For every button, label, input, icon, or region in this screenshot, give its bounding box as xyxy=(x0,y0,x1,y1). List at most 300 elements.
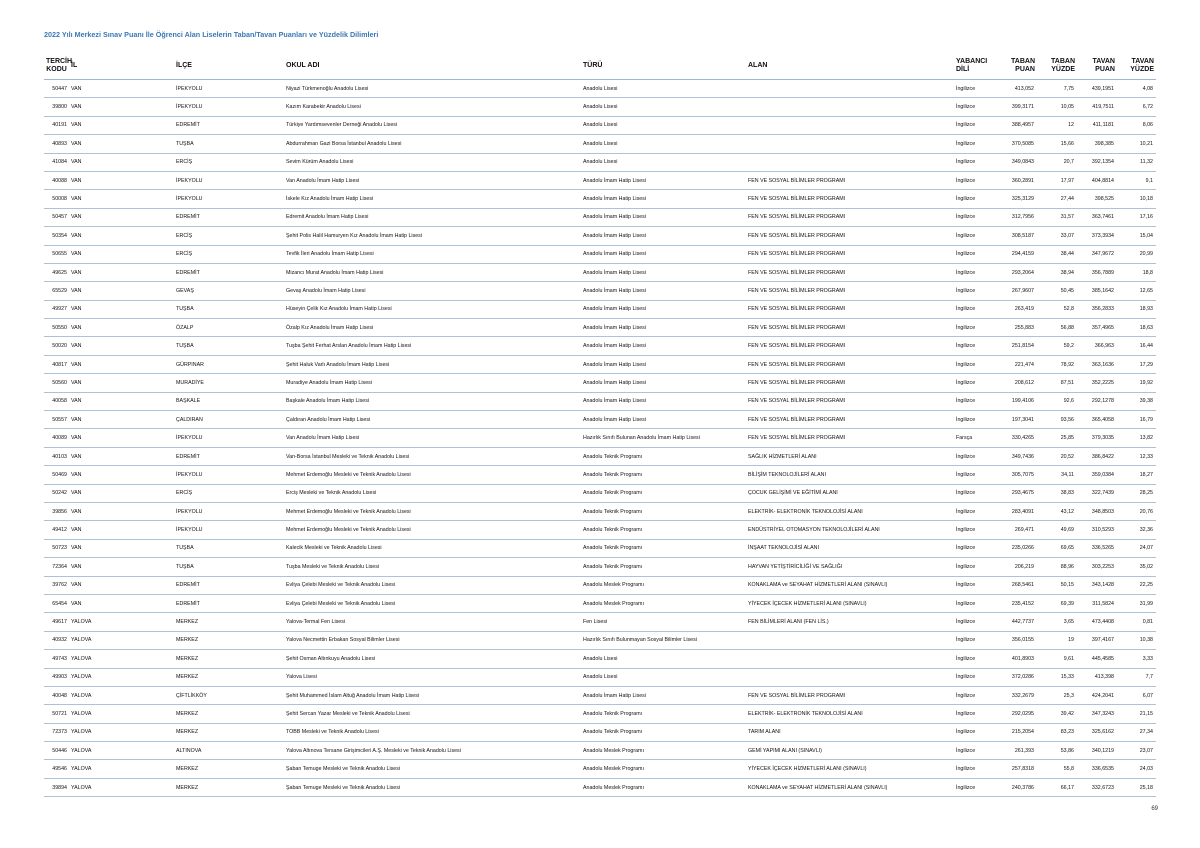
cell-type: Anadolu İmam Hatip Lisesi xyxy=(581,300,746,318)
cell-max-score: 366,963 xyxy=(1077,337,1117,355)
cell-code: 40103 xyxy=(44,447,69,465)
table-row xyxy=(44,558,1156,576)
header-language: YABANCI DİLİ xyxy=(954,53,997,80)
cell-max-score: 363,1636 xyxy=(1077,355,1117,373)
cell-language: İngilizce xyxy=(954,208,997,226)
cell-city: VAN xyxy=(69,337,174,355)
cell-max-pct: 9,1 xyxy=(1117,171,1156,189)
cell-language: İngilizce xyxy=(954,742,997,760)
table-row xyxy=(44,263,1156,281)
header-type: TÜRÜ xyxy=(581,53,746,80)
cell-max-pct: 10,38 xyxy=(1117,631,1156,649)
cell-max-pct: 16,79 xyxy=(1117,411,1156,429)
cell-type: Anadolu İmam Hatip Lisesi xyxy=(581,227,746,245)
cell-min-score: 206,219 xyxy=(997,558,1037,576)
table-row xyxy=(44,594,1156,612)
cell-max-score: 419,7511 xyxy=(1077,98,1117,116)
cell-type: Anadolu Meslek Programı xyxy=(581,594,746,612)
cell-city: VAN xyxy=(69,392,174,410)
header-district: İLÇE xyxy=(174,53,284,80)
table-row xyxy=(44,447,1156,465)
cell-max-pct: 24,07 xyxy=(1117,539,1156,557)
table-row xyxy=(44,319,1156,337)
cell-language: Farsça xyxy=(954,429,997,447)
cell-type: Hazırlık Sınıfı Bulunan Anadolu İmam Hatip Lisesi xyxy=(581,429,746,447)
cell-language: İngilizce xyxy=(954,245,997,263)
cell-school: Edremit Anadolu İmam Hatip Lisesi xyxy=(284,208,581,226)
cell-language: İngilizce xyxy=(954,539,997,557)
cell-district: ALTINOVA xyxy=(174,742,284,760)
cell-district: MERKEZ xyxy=(174,760,284,778)
cell-school: TOBB Mesleki ve Teknik Anadolu Lisesi xyxy=(284,723,581,741)
cell-max-pct: 12,65 xyxy=(1117,282,1156,300)
cell-min-score: 292,0295 xyxy=(997,705,1037,723)
cell-district: EDREMİT xyxy=(174,576,284,594)
cell-district: GEVAŞ xyxy=(174,282,284,300)
cell-min-pct: 33,07 xyxy=(1037,227,1077,245)
cell-max-score: 348,8503 xyxy=(1077,502,1117,520)
cell-code: 40191 xyxy=(44,116,69,134)
cell-min-pct: 20,7 xyxy=(1037,153,1077,171)
cell-field: BİLİŞİM TEKNOLOJİLERİ ALANI xyxy=(746,466,954,484)
cell-max-pct: 18,63 xyxy=(1117,319,1156,337)
cell-min-pct: 50,45 xyxy=(1037,282,1077,300)
cell-max-pct: 15,04 xyxy=(1117,227,1156,245)
cell-min-score: 399,3171 xyxy=(997,98,1037,116)
cell-district: TUŞBA xyxy=(174,300,284,318)
cell-field: FEN VE SOSYAL BİLİMLER PROGRAMI xyxy=(746,411,954,429)
table-row xyxy=(44,98,1156,116)
school-scores-table xyxy=(44,53,1156,797)
cell-type: Anadolu İmam Hatip Lisesi xyxy=(581,282,746,300)
cell-max-score: 473,4408 xyxy=(1077,613,1117,631)
cell-field xyxy=(746,631,954,649)
cell-min-score: 257,8318 xyxy=(997,760,1037,778)
cell-field xyxy=(746,650,954,668)
cell-min-pct: 12 xyxy=(1037,116,1077,134)
cell-language: İngilizce xyxy=(954,521,997,539)
table-row xyxy=(44,539,1156,557)
cell-max-score: 439,1951 xyxy=(1077,80,1117,98)
cell-code: 72373 xyxy=(44,723,69,741)
cell-language: İngilizce xyxy=(954,263,997,281)
cell-min-score: 356,0155 xyxy=(997,631,1037,649)
cell-max-score: 356,2833 xyxy=(1077,300,1117,318)
cell-min-pct: 52,8 xyxy=(1037,300,1077,318)
cell-min-score: 269,471 xyxy=(997,521,1037,539)
cell-district: TUŞBA xyxy=(174,539,284,557)
cell-type: Anadolu Lisesi xyxy=(581,135,746,153)
cell-city: VAN xyxy=(69,502,174,520)
cell-school: İskele Kız Anadolu İmam Hatip Lisesi xyxy=(284,190,581,208)
cell-code: 50457 xyxy=(44,208,69,226)
cell-code: 50020 xyxy=(44,337,69,355)
cell-min-score: 308,5187 xyxy=(997,227,1037,245)
table-row xyxy=(44,153,1156,171)
cell-field: FEN VE SOSYAL BİLİMLER PROGRAMI xyxy=(746,171,954,189)
cell-field: HAYVAN YETİŞTİRİCİLİĞİ VE SAĞLIĞI xyxy=(746,558,954,576)
cell-min-pct: 20,52 xyxy=(1037,447,1077,465)
cell-field: ELEKTRİK- ELEKTRONİK TEKNOLOJİSİ ALANI xyxy=(746,502,954,520)
cell-city: VAN xyxy=(69,374,174,392)
cell-school: Başkale Anadolu İmam Hatip Lisesi xyxy=(284,392,581,410)
cell-type: Anadolu Meslek Programı xyxy=(581,742,746,760)
cell-max-pct: 17,16 xyxy=(1117,208,1156,226)
cell-max-pct: 12,33 xyxy=(1117,447,1156,465)
cell-max-pct: 8,06 xyxy=(1117,116,1156,134)
cell-school: Van-Borsa İstanbul Mesleki ve Teknik Anadolu Lisesi xyxy=(284,447,581,465)
cell-max-score: 411,1181 xyxy=(1077,116,1117,134)
cell-language: İngilizce xyxy=(954,484,997,502)
cell-type: Anadolu Teknik Programı xyxy=(581,484,746,502)
header-code: TERCİH KODU xyxy=(44,53,69,80)
cell-type: Anadolu İmam Hatip Lisesi xyxy=(581,190,746,208)
cell-min-score: 263,419 xyxy=(997,300,1037,318)
table-row xyxy=(44,686,1156,704)
cell-language: İngilizce xyxy=(954,411,997,429)
cell-city: VAN xyxy=(69,282,174,300)
cell-min-pct: 49,69 xyxy=(1037,521,1077,539)
cell-code: 65454 xyxy=(44,594,69,612)
cell-max-score: 343,1428 xyxy=(1077,576,1117,594)
cell-language: İngilizce xyxy=(954,153,997,171)
cell-field: FEN VE SOSYAL BİLİMLER PROGRAMI xyxy=(746,227,954,245)
cell-max-score: 413,398 xyxy=(1077,668,1117,686)
table-row xyxy=(44,374,1156,392)
cell-max-pct: 10,21 xyxy=(1117,135,1156,153)
cell-school: Gevaş Anadolu İmam Hatip Lisesi xyxy=(284,282,581,300)
cell-code: 40089 xyxy=(44,429,69,447)
cell-district: GÜRPINAR xyxy=(174,355,284,373)
cell-min-score: 401,8903 xyxy=(997,650,1037,668)
cell-code: 40088 xyxy=(44,171,69,189)
cell-school: Mehmet Erdemoğlu Mesleki ve Teknik Anadolu Lisesi xyxy=(284,521,581,539)
cell-type: Anadolu Meslek Programı xyxy=(581,576,746,594)
cell-max-pct: 4,08 xyxy=(1117,80,1156,98)
cell-min-pct: 93,56 xyxy=(1037,411,1077,429)
cell-language: İngilizce xyxy=(954,80,997,98)
cell-max-pct: 0,81 xyxy=(1117,613,1156,631)
cell-school: Yalova Altınova Tersane Girişimcileri A.Ş. Mesleki ve Teknik Anadolu Lisesi xyxy=(284,742,581,760)
cell-min-score: 413,052 xyxy=(997,80,1037,98)
cell-field: ENDÜSTRİYEL OTOMASYON TEKNOLOJİLERİ ALANI xyxy=(746,521,954,539)
cell-min-pct: 59,2 xyxy=(1037,337,1077,355)
cell-district: İPEKYOLU xyxy=(174,521,284,539)
cell-code: 50446 xyxy=(44,742,69,760)
cell-city: VAN xyxy=(69,171,174,189)
table-row xyxy=(44,392,1156,410)
cell-language: İngilizce xyxy=(954,778,997,796)
cell-code: 39762 xyxy=(44,576,69,594)
cell-code: 39856 xyxy=(44,502,69,520)
cell-field xyxy=(746,153,954,171)
cell-field: FEN VE SOSYAL BİLİMLER PROGRAMI xyxy=(746,429,954,447)
cell-district: TUŞBA xyxy=(174,558,284,576)
cell-city: YALOVA xyxy=(69,705,174,723)
cell-max-score: 340,1219 xyxy=(1077,742,1117,760)
cell-type: Anadolu İmam Hatip Lisesi xyxy=(581,686,746,704)
cell-type: Anadolu Teknik Programı xyxy=(581,723,746,741)
cell-field: KONAKLAMA ve SEYAHAT HİZMETLERİ ALANI (SINAVLI) xyxy=(746,778,954,796)
cell-min-score: 267,9607 xyxy=(997,282,1037,300)
cell-min-score: 370,5085 xyxy=(997,135,1037,153)
table-body xyxy=(44,80,1156,797)
cell-max-pct: 20,76 xyxy=(1117,502,1156,520)
cell-min-score: 330,4265 xyxy=(997,429,1037,447)
cell-district: ÖZALP xyxy=(174,319,284,337)
table-row xyxy=(44,116,1156,134)
cell-school: Van Anadolu İmam Hatip Lisesi xyxy=(284,429,581,447)
cell-code: 50655 xyxy=(44,245,69,263)
cell-max-pct: 21,15 xyxy=(1117,705,1156,723)
cell-min-score: 221,474 xyxy=(997,355,1037,373)
cell-school: Muradiye Anadolu İmam Hatip Lisesi xyxy=(284,374,581,392)
cell-city: VAN xyxy=(69,116,174,134)
cell-city: YALOVA xyxy=(69,778,174,796)
cell-language: İngilizce xyxy=(954,355,997,373)
cell-type: Anadolu Lisesi xyxy=(581,98,746,116)
cell-type: Anadolu Lisesi xyxy=(581,153,746,171)
cell-max-score: 445,4585 xyxy=(1077,650,1117,668)
cell-field: KONAKLAMA ve SEYAHAT HİZMETLERİ ALANI (SINAVLI) xyxy=(746,576,954,594)
cell-type: Anadolu İmam Hatip Lisesi xyxy=(581,208,746,226)
cell-max-score: 292,1278 xyxy=(1077,392,1117,410)
cell-school: Erciş Mesleki ve Teknik Anadolu Lisesi xyxy=(284,484,581,502)
cell-district: MERKEZ xyxy=(174,631,284,649)
cell-max-score: 373,3934 xyxy=(1077,227,1117,245)
cell-school: Mizancı Murat Anadolu İmam Hatip Lisesi xyxy=(284,263,581,281)
cell-district: EDREMİT xyxy=(174,263,284,281)
cell-min-score: 251,8154 xyxy=(997,337,1037,355)
cell-type: Anadolu Teknik Programı xyxy=(581,539,746,557)
cell-language: İngilizce xyxy=(954,392,997,410)
cell-min-pct: 27,44 xyxy=(1037,190,1077,208)
cell-school: Şehit Sercan Yazar Mesleki ve Teknik Anadolu Lisesi xyxy=(284,705,581,723)
cell-min-score: 293,4675 xyxy=(997,484,1037,502)
cell-max-pct: 6,07 xyxy=(1117,686,1156,704)
cell-min-pct: 88,96 xyxy=(1037,558,1077,576)
cell-max-score: 303,2253 xyxy=(1077,558,1117,576)
cell-field xyxy=(746,668,954,686)
cell-school: Hüseyin Çelik Kız Anadolu İmam Hatip Lisesi xyxy=(284,300,581,318)
cell-code: 40048 xyxy=(44,686,69,704)
cell-city: YALOVA xyxy=(69,668,174,686)
cell-district: İPEKYOLU xyxy=(174,466,284,484)
cell-max-score: 352,2225 xyxy=(1077,374,1117,392)
cell-min-pct: 17,97 xyxy=(1037,171,1077,189)
cell-max-pct: 39,38 xyxy=(1117,392,1156,410)
cell-school: Kazım Karabekir Anadolu Lisesi xyxy=(284,98,581,116)
header-field: ALAN xyxy=(746,53,954,80)
cell-field: SAĞLIK HİZMETLERİ ALANI xyxy=(746,447,954,465)
cell-min-pct: 15,66 xyxy=(1037,135,1077,153)
cell-type: Anadolu İmam Hatip Lisesi xyxy=(581,171,746,189)
cell-city: VAN xyxy=(69,447,174,465)
header-max-score: TAVAN PUAN xyxy=(1077,53,1117,80)
cell-code: 49903 xyxy=(44,668,69,686)
cell-district: İPEKYOLU xyxy=(174,190,284,208)
cell-city: YALOVA xyxy=(69,631,174,649)
cell-field xyxy=(746,116,954,134)
cell-type: Anadolu Meslek Programı xyxy=(581,778,746,796)
cell-type: Anadolu Teknik Programı xyxy=(581,705,746,723)
cell-language: İngilizce xyxy=(954,190,997,208)
cell-type: Anadolu İmam Hatip Lisesi xyxy=(581,245,746,263)
cell-max-pct: 11,32 xyxy=(1117,153,1156,171)
cell-school: Tuşba Şehit Ferhat Arslan Anadolu İmam Hatip Lisesi xyxy=(284,337,581,355)
cell-city: VAN xyxy=(69,576,174,594)
cell-min-pct: 15,33 xyxy=(1037,668,1077,686)
cell-min-pct: 38,44 xyxy=(1037,245,1077,263)
table-row xyxy=(44,778,1156,796)
cell-city: VAN xyxy=(69,466,174,484)
table-row xyxy=(44,631,1156,649)
cell-city: YALOVA xyxy=(69,760,174,778)
cell-district: ERCİŞ xyxy=(174,227,284,245)
cell-language: İngilizce xyxy=(954,613,997,631)
table-row xyxy=(44,668,1156,686)
cell-type: Anadolu Lisesi xyxy=(581,116,746,134)
cell-min-pct: 34,11 xyxy=(1037,466,1077,484)
cell-code: 50557 xyxy=(44,411,69,429)
cell-field: ELEKTRİK- ELEKTRONİK TEKNOLOJİSİ ALANI xyxy=(746,705,954,723)
table-row xyxy=(44,245,1156,263)
table-row xyxy=(44,742,1156,760)
table-row xyxy=(44,760,1156,778)
cell-min-score: 293,2064 xyxy=(997,263,1037,281)
cell-school: Yalova Lisesi xyxy=(284,668,581,686)
cell-max-pct: 18,27 xyxy=(1117,466,1156,484)
table-row xyxy=(44,429,1156,447)
cell-min-pct: 78,92 xyxy=(1037,355,1077,373)
cell-language: İngilizce xyxy=(954,282,997,300)
cell-max-score: 311,5824 xyxy=(1077,594,1117,612)
table-row xyxy=(44,337,1156,355)
cell-min-score: 261,393 xyxy=(997,742,1037,760)
cell-school: Türkiye Yardımsevenler Derneği Anadolu Lisesi xyxy=(284,116,581,134)
cell-field xyxy=(746,135,954,153)
cell-code: 50008 xyxy=(44,190,69,208)
cell-max-pct: 20,99 xyxy=(1117,245,1156,263)
cell-language: İngilizce xyxy=(954,466,997,484)
cell-district: BAŞKALE xyxy=(174,392,284,410)
cell-city: VAN xyxy=(69,263,174,281)
cell-language: İngilizce xyxy=(954,686,997,704)
cell-district: MERKEZ xyxy=(174,723,284,741)
cell-min-pct: 38,94 xyxy=(1037,263,1077,281)
cell-field: FEN VE SOSYAL BİLİMLER PROGRAMI xyxy=(746,319,954,337)
table-row xyxy=(44,484,1156,502)
cell-min-score: 332,2679 xyxy=(997,686,1037,704)
cell-min-pct: 25,85 xyxy=(1037,429,1077,447)
cell-city: VAN xyxy=(69,80,174,98)
cell-min-pct: 31,57 xyxy=(1037,208,1077,226)
cell-language: İngilizce xyxy=(954,135,997,153)
cell-field: FEN VE SOSYAL BİLİMLER PROGRAMI xyxy=(746,208,954,226)
cell-max-score: 379,3035 xyxy=(1077,429,1117,447)
cell-city: YALOVA xyxy=(69,613,174,631)
cell-language: İngilizce xyxy=(954,300,997,318)
cell-school: Şehit Polis Halil Hamuryen Kız Anadolu İmam Hatip Lisesi xyxy=(284,227,581,245)
cell-district: ERCİŞ xyxy=(174,484,284,502)
table-row xyxy=(44,208,1156,226)
cell-district: İPEKYOLU xyxy=(174,80,284,98)
cell-city: VAN xyxy=(69,319,174,337)
cell-code: 50447 xyxy=(44,80,69,98)
cell-min-pct: 66,17 xyxy=(1037,778,1077,796)
cell-min-score: 442,7737 xyxy=(997,613,1037,631)
cell-district: MERKEZ xyxy=(174,650,284,668)
cell-code: 49625 xyxy=(44,263,69,281)
cell-max-score: 322,7439 xyxy=(1077,484,1117,502)
cell-code: 50550 xyxy=(44,319,69,337)
cell-code: 39800 xyxy=(44,98,69,116)
cell-district: MERKEZ xyxy=(174,668,284,686)
cell-min-score: 255,883 xyxy=(997,319,1037,337)
cell-code: 40817 xyxy=(44,355,69,373)
cell-min-score: 215,2054 xyxy=(997,723,1037,741)
cell-type: Anadolu İmam Hatip Lisesi xyxy=(581,355,746,373)
cell-school: Evliya Çelebi Mesleki ve Teknik Anadolu Lisesi xyxy=(284,576,581,594)
cell-field: FEN VE SOSYAL BİLİMLER PROGRAMI xyxy=(746,374,954,392)
cell-max-pct: 17,29 xyxy=(1117,355,1156,373)
header-max-pct: TAVAN YÜZDE xyxy=(1117,53,1156,80)
cell-max-score: 398,525 xyxy=(1077,190,1117,208)
cell-district: ÇİFTLİKKÖY xyxy=(174,686,284,704)
cell-max-pct: 3,33 xyxy=(1117,650,1156,668)
cell-city: VAN xyxy=(69,300,174,318)
cell-language: İngilizce xyxy=(954,227,997,245)
cell-language: İngilizce xyxy=(954,631,997,649)
cell-code: 49927 xyxy=(44,300,69,318)
cell-language: İngilizce xyxy=(954,98,997,116)
cell-language: İngilizce xyxy=(954,337,997,355)
cell-max-pct: 23,07 xyxy=(1117,742,1156,760)
cell-field: FEN VE SOSYAL BİLİMLER PROGRAMI xyxy=(746,337,954,355)
cell-min-score: 372,0286 xyxy=(997,668,1037,686)
cell-district: İPEKYOLU xyxy=(174,429,284,447)
cell-city: YALOVA xyxy=(69,650,174,668)
page-number: 69 xyxy=(1151,806,1158,812)
cell-district: MERKEZ xyxy=(174,705,284,723)
cell-min-score: 305,7075 xyxy=(997,466,1037,484)
cell-min-pct: 25,3 xyxy=(1037,686,1077,704)
cell-min-pct: 3,65 xyxy=(1037,613,1077,631)
cell-field: FEN VE SOSYAL BİLİMLER PROGRAMI xyxy=(746,686,954,704)
cell-district: MURADİYE xyxy=(174,374,284,392)
cell-type: Anadolu İmam Hatip Lisesi xyxy=(581,411,746,429)
cell-max-pct: 24,03 xyxy=(1117,760,1156,778)
cell-school: Abdurrahman Gazi Borsa İstanbul Anadolu Lisesi xyxy=(284,135,581,153)
table-row xyxy=(44,80,1156,98)
cell-city: VAN xyxy=(69,411,174,429)
cell-min-score: 283,4091 xyxy=(997,502,1037,520)
cell-language: İngilizce xyxy=(954,760,997,778)
cell-field: FEN VE SOSYAL BİLİMLER PROGRAMI xyxy=(746,392,954,410)
cell-district: TUŞBA xyxy=(174,135,284,153)
cell-code: 72364 xyxy=(44,558,69,576)
cell-code: 50721 xyxy=(44,705,69,723)
header-school: OKUL ADI xyxy=(284,53,581,80)
cell-language: İngilizce xyxy=(954,705,997,723)
table-row xyxy=(44,190,1156,208)
cell-min-pct: 69,65 xyxy=(1037,539,1077,557)
cell-max-pct: 13,82 xyxy=(1117,429,1156,447)
cell-max-score: 357,4965 xyxy=(1077,319,1117,337)
cell-min-score: 197,3041 xyxy=(997,411,1037,429)
cell-school: Mehmet Erdemoğlu Mesleki ve Teknik Anadolu Lisesi xyxy=(284,502,581,520)
cell-city: VAN xyxy=(69,484,174,502)
